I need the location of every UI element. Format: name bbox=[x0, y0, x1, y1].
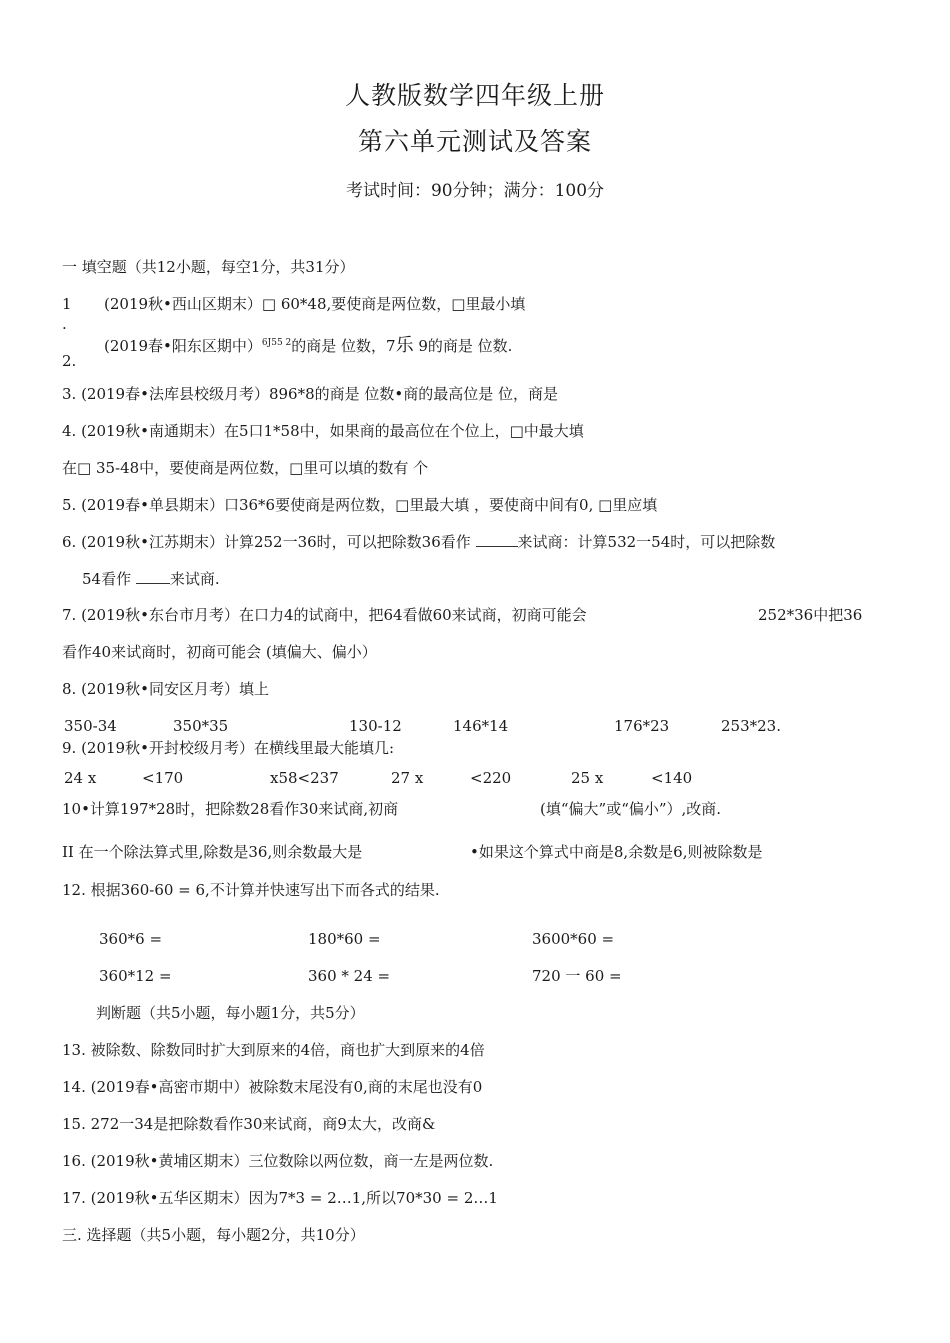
q10-text-right: (填“偏大”或“偏小”）,改商. bbox=[540, 800, 722, 818]
q8-item-2: 350*35 bbox=[173, 717, 229, 735]
q7-line1: 7. (2019秋•东台市月考）在口力4的试商中，把64看做60来试商，初商可能会 bbox=[62, 606, 587, 624]
q6-line1 bbox=[62, 532, 775, 552]
q2-source: (2019春•阳东区期中） bbox=[104, 337, 262, 355]
q8-item-1: 350-34 bbox=[64, 717, 117, 735]
q14-text: 14. (2019春•高密市期中）被除数末尾没有0,商的末尾也没有0 bbox=[62, 1078, 483, 1096]
title-line-2: 第六单元测试及答案 bbox=[357, 127, 592, 156]
section1-heading: 一 填空题（共12小题，每空1分，共31分） bbox=[62, 258, 355, 276]
q12-item-3: 3600*60 = bbox=[532, 930, 615, 948]
q9-text: 9. (2019秋•开封校级月考）在横线里最大能填几: bbox=[62, 739, 395, 757]
q9-item-4: 27 x bbox=[391, 769, 424, 787]
q8-item-6: 253*23. bbox=[721, 717, 781, 735]
q2-text bbox=[104, 333, 512, 356]
q9-item-5: <220 bbox=[470, 769, 512, 787]
q9-item-2: <170 bbox=[142, 769, 184, 787]
q6-part-d: 来试商. bbox=[169, 570, 220, 588]
q2-frag-e: 9的商是 位数. bbox=[418, 337, 513, 355]
q12-item-1: 360*6 = bbox=[99, 930, 163, 948]
q6-blank-1 bbox=[476, 532, 518, 547]
q6-part-a: 6. (2019秋•江苏期末）计算252一36时，可以把除数36看作 bbox=[62, 533, 476, 551]
q8-item-4: 146*14 bbox=[453, 717, 509, 735]
q6-blank-2 bbox=[136, 569, 170, 584]
q16-text: 16. (2019秋•黄埔区期末）三位数除以两位数，商一左是两位数. bbox=[62, 1152, 494, 1170]
q8-item-3: 130-12 bbox=[349, 717, 402, 735]
q3-text: 3. (2019春•法库县校级月考）896*8的商是 位数•商的最高位是 位，商是 bbox=[62, 385, 559, 403]
section3-heading: 三. 选择题（共5小题，每小题2分，共10分） bbox=[62, 1226, 365, 1244]
q11-text-right: •如果这个算式中商是8,余数是6,则被除数是 bbox=[470, 843, 763, 861]
q12-item-5: 360 * 24 = bbox=[308, 967, 391, 985]
exam-info: 考试时间：90分钟；满分：100分 bbox=[345, 181, 605, 201]
q1-dot: . bbox=[62, 315, 67, 333]
section2-heading: 判断题（共5小题，每小题1分，共5分） bbox=[96, 1004, 365, 1022]
q13-text: 13. 被除数、除数同时扩大到原来的4倍，商也扩大到原来的4倍 bbox=[62, 1041, 485, 1059]
q6-line2 bbox=[82, 569, 220, 589]
q15-text: 15. 272一34是把除数看作30来试商，商9太大，改商& bbox=[62, 1115, 436, 1133]
q12-item-4: 360*12 = bbox=[99, 967, 172, 985]
q12-item-2: 180*60 = bbox=[308, 930, 381, 948]
q4-text: 4. (2019秋•南通期末）在5口1*58中，如果商的最高位在个位上，□中最大填 bbox=[62, 422, 584, 440]
q6-part-c: 54看作 bbox=[82, 570, 136, 588]
q1-text: (2019秋•西山区期末）□ 60*48,要使商是两位数，□里最小填 bbox=[104, 295, 526, 313]
q12-item-6: 720 一 60 = bbox=[532, 967, 622, 985]
q2-number: 2. bbox=[62, 352, 77, 370]
q8-item-5: 176*23 bbox=[614, 717, 670, 735]
q1-number: 1 bbox=[62, 295, 72, 313]
q9-item-7: <140 bbox=[651, 769, 693, 787]
q12-text: 12. 根据360-60 = 6,不计算并快速写出下而各式的结果. bbox=[62, 881, 440, 899]
q2-frag-b: 55 2 bbox=[271, 338, 292, 348]
q17-text: 17. (2019秋•五华区期末）因为7*3 = 2…1,所以70*30 = 2…1 bbox=[62, 1189, 498, 1207]
q2-frag-c: 的商是 位数，7 bbox=[291, 337, 396, 355]
q4-continuation: 在□ 35-48中，要使商是两位数，□里可以填的数有 个 bbox=[62, 459, 429, 477]
q11-text: II 在一个除法算式里,除数是36,则余数最大是 bbox=[62, 843, 363, 861]
title-line-1: 人教版数学四年级上册 bbox=[344, 81, 605, 110]
q10-text: 10•计算197*28时，把除数28看作30来试商,初商 bbox=[62, 800, 399, 818]
q9-item-3: x58<237 bbox=[270, 769, 339, 787]
q9-item-6: 25 x bbox=[571, 769, 604, 787]
q8-text: 8. (2019秋•同安区月考）填上 bbox=[62, 680, 269, 698]
q6-part-b: 来试商：计算532一54时，可以把除数 bbox=[517, 533, 776, 551]
q7-line1-right: 252*36中把36 bbox=[758, 606, 863, 624]
q2-frag-d: 乐 bbox=[395, 335, 414, 356]
q7-line2: 看作40来试商时，初商可能会 (填偏大、偏小） bbox=[62, 643, 377, 661]
q9-item-1: 24 x bbox=[64, 769, 97, 787]
q2-frag-a: 6J bbox=[261, 338, 272, 348]
q5-text: 5. (2019春•单县期末）口36*6要使商是两位数，□里最大填 ，要使商中间有0, □里应填 bbox=[62, 496, 658, 514]
